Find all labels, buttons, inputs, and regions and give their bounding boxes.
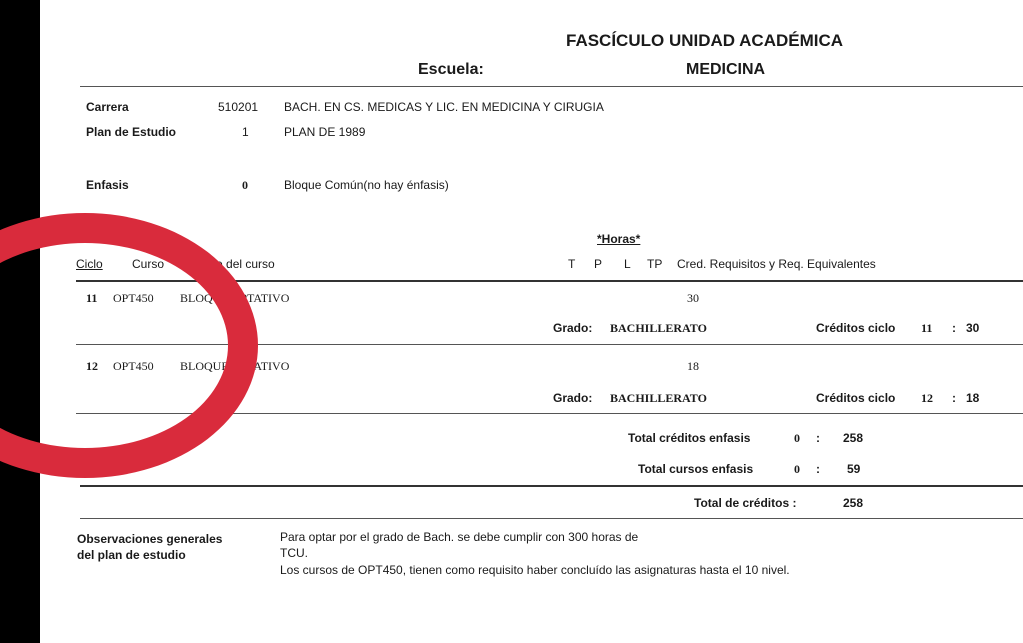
total-creditos-enfasis-sep: : bbox=[816, 431, 820, 445]
carrera-label: Carrera bbox=[86, 100, 129, 114]
total-divider bbox=[80, 518, 1023, 519]
enfasis-label: Enfasis bbox=[86, 178, 129, 192]
plan-name: PLAN DE 1989 bbox=[284, 125, 366, 139]
plan-label: Plan de Estudio bbox=[86, 125, 177, 139]
creditos-ciclo-number: 12 bbox=[921, 391, 933, 405]
col-nombre: Nombre del curso bbox=[180, 257, 275, 271]
total-cursos-enfasis-sep: : bbox=[816, 462, 820, 476]
observaciones-label-line2: del plan de estudio bbox=[77, 548, 186, 562]
observaciones-label-line1: Observaciones generales bbox=[77, 532, 223, 546]
cycle-ciclo: 11 bbox=[86, 291, 98, 305]
total-cursos-enfasis-value: 59 bbox=[847, 462, 861, 476]
observaciones-text-line2: TCU. bbox=[280, 546, 308, 560]
cycle-curso: OPT450 bbox=[113, 291, 154, 305]
total-creditos-value: 258 bbox=[843, 496, 864, 510]
enfasis-name: Bloque Común(no hay énfasis) bbox=[284, 178, 449, 192]
col-cred-req: Cred. Requisitos y Req. Equivalentes bbox=[677, 257, 876, 271]
document-title: FASCÍCULO UNIDAD ACADÉMICA bbox=[566, 31, 844, 50]
grado-value: BACHILLERATO bbox=[610, 391, 707, 405]
total-creditos-label: Total de créditos : bbox=[694, 496, 797, 510]
escuela-value: MEDICINA bbox=[686, 61, 766, 78]
observaciones-text-line3: Los cursos de OPT450, tienen como requisito haber concluído las asignaturas hasta el 10 nivel. bbox=[280, 563, 790, 577]
creditos-ciclo-sep: : bbox=[952, 321, 956, 335]
grado-label: Grado: bbox=[553, 321, 593, 335]
observaciones-text-line1: Para optar por el grado de Bach. se debe cumplir con 300 horas de bbox=[280, 530, 639, 544]
col-curso: Curso bbox=[132, 257, 165, 271]
total-creditos-enfasis-label: Total créditos enfasis bbox=[628, 431, 751, 445]
cycle-cred: 30 bbox=[687, 291, 699, 305]
cycle-curso: OPT450 bbox=[113, 359, 154, 373]
col-tp: TP bbox=[647, 257, 663, 271]
grado-label: Grado: bbox=[553, 391, 593, 405]
col-l: L bbox=[624, 257, 631, 271]
escuela-label: Escuela: bbox=[418, 61, 484, 78]
cycle-nombre: BLOQUE OPTATIVO bbox=[180, 359, 290, 373]
col-p: P bbox=[594, 257, 603, 271]
creditos-ciclo-label: Créditos ciclo bbox=[816, 321, 896, 335]
plan-code: 1 bbox=[242, 125, 249, 139]
carrera-code: 510201 bbox=[218, 100, 259, 114]
col-ciclo: Ciclo bbox=[76, 257, 103, 271]
total-creditos-enfasis-code: 0 bbox=[794, 431, 800, 445]
creditos-ciclo-value: 30 bbox=[966, 321, 980, 335]
totals-divider bbox=[80, 485, 1023, 487]
creditos-ciclo-value: 18 bbox=[966, 391, 980, 405]
total-cursos-enfasis-code: 0 bbox=[794, 462, 800, 476]
creditos-ciclo-sep: : bbox=[952, 391, 956, 405]
cycle-ciclo: 12 bbox=[86, 359, 98, 373]
horas-title: *Horas* bbox=[597, 232, 641, 246]
grado-value: BACHILLERATO bbox=[610, 321, 707, 335]
cycle-cred: 18 bbox=[687, 359, 699, 373]
carrera-name: BACH. EN CS. MEDICAS Y LIC. EN MEDICINA Y CIRUGIA bbox=[284, 100, 604, 114]
enfasis-code: 0 bbox=[242, 178, 248, 192]
total-cursos-enfasis-label: Total cursos enfasis bbox=[638, 462, 754, 476]
total-creditos-enfasis-value: 258 bbox=[843, 431, 864, 445]
col-t: T bbox=[568, 257, 576, 271]
header-divider bbox=[80, 86, 1023, 87]
creditos-ciclo-label: Créditos ciclo bbox=[816, 391, 896, 405]
cycle-nombre: BLOQUE OPTATIVO bbox=[180, 291, 290, 305]
creditos-ciclo-number: 11 bbox=[921, 321, 933, 335]
red-annotation-circle bbox=[0, 213, 258, 478]
